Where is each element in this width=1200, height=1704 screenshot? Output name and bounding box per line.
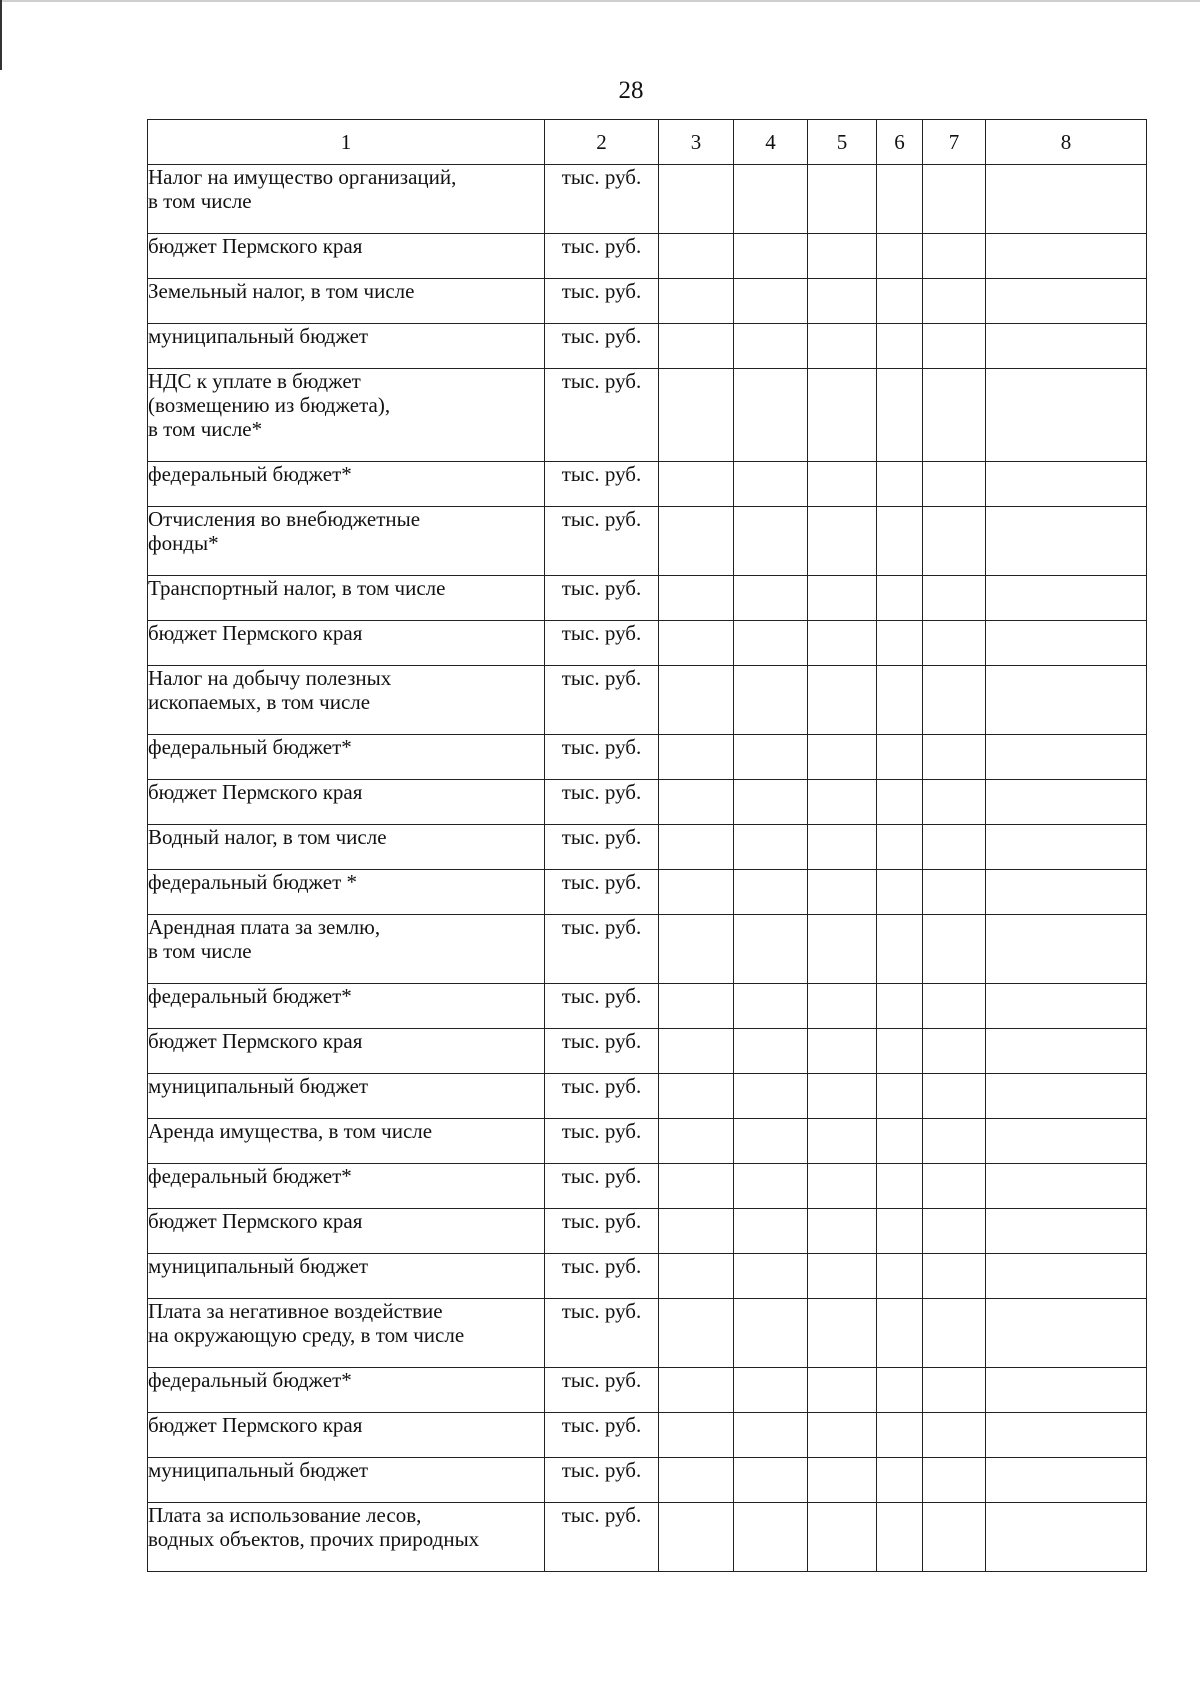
empty-value-cell-col-6 (877, 735, 923, 780)
indicator-name-cell (148, 870, 545, 915)
empty-value-cell-col-7 (923, 1503, 986, 1572)
indicator-name-line: федеральный бюджет* (148, 462, 352, 486)
empty-value-cell-col-6 (877, 780, 923, 825)
empty-value-cell-col-8 (986, 1209, 1147, 1254)
empty-value-cell-col-8 (986, 621, 1147, 666)
indicator-name-line: муниципальный бюджет (148, 1458, 369, 1482)
unit-cell: тыс. руб. (545, 621, 659, 666)
empty-value-cell-col-5 (808, 1368, 877, 1413)
table-row (148, 1254, 1147, 1299)
indicator-name-line: Аренда имущества, в том числе (148, 1119, 433, 1143)
empty-value-cell-col-3 (659, 780, 734, 825)
empty-value-cell-col-6 (877, 1164, 923, 1209)
empty-value-cell-col-8 (986, 915, 1147, 984)
indicator-name-line: муниципальный бюджет (148, 1254, 369, 1278)
empty-value-cell-col-6 (877, 1029, 923, 1074)
indicator-name-cell (148, 507, 545, 576)
table-row (148, 462, 1147, 507)
empty-value-cell-col-4 (734, 279, 808, 324)
empty-value-cell-col-6 (877, 984, 923, 1029)
indicator-name-cell (148, 984, 545, 1029)
column-header: 7 (923, 120, 986, 165)
indicator-name-line: федеральный бюджет* (148, 1368, 352, 1392)
empty-value-cell-col-3 (659, 1368, 734, 1413)
empty-value-cell-col-6 (877, 279, 923, 324)
indicator-name-line: в том числе (148, 939, 252, 963)
empty-value-cell-col-8 (986, 780, 1147, 825)
indicator-name-cell (148, 324, 545, 369)
empty-value-cell-col-8 (986, 870, 1147, 915)
empty-value-cell-col-6 (877, 1299, 923, 1368)
indicator-name-line: бюджет Пермского края (148, 1029, 363, 1053)
empty-value-cell-col-5 (808, 1029, 877, 1074)
table-row (148, 279, 1147, 324)
empty-value-cell-col-7 (923, 780, 986, 825)
column-header: 5 (808, 120, 877, 165)
empty-value-cell-col-7 (923, 666, 986, 735)
table-row (148, 1458, 1147, 1503)
empty-value-cell-col-5 (808, 780, 877, 825)
empty-value-cell-col-3 (659, 735, 734, 780)
indicator-name-line: федеральный бюджет* (148, 984, 352, 1008)
empty-value-cell-col-6 (877, 165, 923, 234)
empty-value-cell-col-4 (734, 621, 808, 666)
empty-value-cell-col-3 (659, 1164, 734, 1209)
empty-value-cell-col-6 (877, 915, 923, 984)
empty-value-cell-col-5 (808, 507, 877, 576)
empty-value-cell-col-4 (734, 1074, 808, 1119)
table-row (148, 507, 1147, 576)
indicator-name-cell (148, 369, 545, 462)
empty-value-cell-col-3 (659, 915, 734, 984)
empty-value-cell-col-6 (877, 825, 923, 870)
table-row (148, 984, 1147, 1029)
empty-value-cell-col-7 (923, 870, 986, 915)
unit-cell: тыс. руб. (545, 576, 659, 621)
indicator-name-line: Транспортный налог, в том числе (148, 576, 446, 600)
indicator-name-line: Плата за использование лесов, (148, 1503, 422, 1527)
empty-value-cell-col-5 (808, 735, 877, 780)
table-row (148, 369, 1147, 462)
indicator-name-line: Отчисления во внебюджетные (148, 507, 421, 531)
empty-value-cell-col-6 (877, 1209, 923, 1254)
empty-value-cell-col-7 (923, 165, 986, 234)
unit-cell: тыс. руб. (545, 1119, 659, 1164)
empty-value-cell-col-3 (659, 234, 734, 279)
empty-value-cell-col-4 (734, 1299, 808, 1368)
empty-value-cell-col-5 (808, 1299, 877, 1368)
empty-value-cell-col-4 (734, 1413, 808, 1458)
column-header: 6 (877, 120, 923, 165)
indicator-name-line: в том числе* (148, 417, 263, 441)
column-header: 1 (148, 120, 545, 165)
unit-cell: тыс. руб. (545, 165, 659, 234)
table-row (148, 165, 1147, 234)
empty-value-cell-col-3 (659, 666, 734, 735)
empty-value-cell-col-4 (734, 462, 808, 507)
empty-value-cell-col-6 (877, 1368, 923, 1413)
empty-value-cell-col-4 (734, 576, 808, 621)
indicator-name-cell (148, 825, 545, 870)
empty-value-cell-col-3 (659, 507, 734, 576)
empty-value-cell-col-8 (986, 507, 1147, 576)
column-header: 2 (545, 120, 659, 165)
empty-value-cell-col-7 (923, 1164, 986, 1209)
empty-value-cell-col-8 (986, 1503, 1147, 1572)
table-body (148, 165, 1147, 1572)
empty-value-cell-col-3 (659, 576, 734, 621)
indicator-name-cell (148, 462, 545, 507)
table-row (148, 1503, 1147, 1572)
empty-value-cell-col-8 (986, 324, 1147, 369)
indicator-name-cell (148, 1254, 545, 1299)
empty-value-cell-col-5 (808, 165, 877, 234)
empty-value-cell-col-8 (986, 1164, 1147, 1209)
table-row (148, 1209, 1147, 1254)
empty-value-cell-col-8 (986, 1413, 1147, 1458)
empty-value-cell-col-7 (923, 915, 986, 984)
column-header: 8 (986, 120, 1147, 165)
empty-value-cell-col-5 (808, 1209, 877, 1254)
unit-cell: тыс. руб. (545, 462, 659, 507)
empty-value-cell-col-5 (808, 324, 877, 369)
empty-value-cell-col-6 (877, 1119, 923, 1164)
empty-value-cell-col-7 (923, 984, 986, 1029)
empty-value-cell-col-4 (734, 825, 808, 870)
empty-value-cell-col-7 (923, 735, 986, 780)
empty-value-cell-col-6 (877, 324, 923, 369)
data-table (147, 119, 1147, 1572)
empty-value-cell-col-5 (808, 1413, 877, 1458)
empty-value-cell-col-7 (923, 279, 986, 324)
empty-value-cell-col-6 (877, 1503, 923, 1572)
empty-value-cell-col-8 (986, 1368, 1147, 1413)
indicator-name-cell (148, 915, 545, 984)
empty-value-cell-col-6 (877, 666, 923, 735)
empty-value-cell-col-3 (659, 1029, 734, 1074)
empty-value-cell-col-4 (734, 1368, 808, 1413)
empty-value-cell-col-8 (986, 462, 1147, 507)
empty-value-cell-col-5 (808, 576, 877, 621)
empty-value-cell-col-5 (808, 666, 877, 735)
empty-value-cell-col-6 (877, 462, 923, 507)
empty-value-cell-col-8 (986, 1074, 1147, 1119)
empty-value-cell-col-4 (734, 984, 808, 1029)
empty-value-cell-col-8 (986, 1254, 1147, 1299)
indicator-name-line: (возмещению из бюджета), (148, 393, 391, 417)
indicator-name-cell (148, 1074, 545, 1119)
indicator-name-line: Арендная плата за землю, (148, 915, 381, 939)
empty-value-cell-col-6 (877, 576, 923, 621)
unit-cell: тыс. руб. (545, 507, 659, 576)
empty-value-cell-col-5 (808, 369, 877, 462)
unit-cell: тыс. руб. (545, 1254, 659, 1299)
empty-value-cell-col-7 (923, 825, 986, 870)
table-row (148, 576, 1147, 621)
table-row (148, 1368, 1147, 1413)
indicator-name-line: Налог на добычу полезных (148, 666, 392, 690)
empty-value-cell-col-8 (986, 1029, 1147, 1074)
empty-value-cell-col-8 (986, 1119, 1147, 1164)
empty-value-cell-col-7 (923, 1254, 986, 1299)
indicator-name-cell (148, 279, 545, 324)
empty-value-cell-col-5 (808, 234, 877, 279)
empty-value-cell-col-3 (659, 984, 734, 1029)
empty-value-cell-col-8 (986, 825, 1147, 870)
table-row (148, 1413, 1147, 1458)
empty-value-cell-col-3 (659, 165, 734, 234)
empty-value-cell-col-3 (659, 1503, 734, 1572)
indicator-name-line: федеральный бюджет* (148, 1164, 352, 1188)
unit-cell: тыс. руб. (545, 324, 659, 369)
unit-cell: тыс. руб. (545, 1164, 659, 1209)
indicator-name-line: федеральный бюджет* (148, 735, 352, 759)
indicator-name-line: Водный налог, в том числе (148, 825, 387, 849)
indicator-name-line: водных объектов, прочих природных (148, 1527, 480, 1551)
empty-value-cell-col-6 (877, 621, 923, 666)
empty-value-cell-col-4 (734, 507, 808, 576)
indicator-name-line: фонды* (148, 531, 219, 555)
indicator-name-line: бюджет Пермского края (148, 1413, 363, 1437)
indicator-name-cell (148, 1299, 545, 1368)
table-row (148, 870, 1147, 915)
table-row (148, 666, 1147, 735)
scan-edge-left (0, 0, 2, 70)
empty-value-cell-col-5 (808, 279, 877, 324)
indicator-name-line: Земельный налог, в том числе (148, 279, 415, 303)
empty-value-cell-col-3 (659, 279, 734, 324)
unit-cell: тыс. руб. (545, 234, 659, 279)
unit-cell: тыс. руб. (545, 984, 659, 1029)
indicator-name-cell (148, 666, 545, 735)
empty-value-cell-col-6 (877, 507, 923, 576)
empty-value-cell-col-6 (877, 870, 923, 915)
empty-value-cell-col-4 (734, 1164, 808, 1209)
unit-cell: тыс. руб. (545, 915, 659, 984)
empty-value-cell-col-5 (808, 621, 877, 666)
empty-value-cell-col-8 (986, 1299, 1147, 1368)
empty-value-cell-col-5 (808, 870, 877, 915)
empty-value-cell-col-5 (808, 1254, 877, 1299)
empty-value-cell-col-6 (877, 369, 923, 462)
empty-value-cell-col-7 (923, 507, 986, 576)
empty-value-cell-col-7 (923, 234, 986, 279)
table-row (148, 915, 1147, 984)
empty-value-cell-col-4 (734, 666, 808, 735)
empty-value-cell-col-6 (877, 1254, 923, 1299)
indicator-name-cell (148, 780, 545, 825)
empty-value-cell-col-7 (923, 1299, 986, 1368)
empty-value-cell-col-3 (659, 1209, 734, 1254)
empty-value-cell-col-4 (734, 1209, 808, 1254)
empty-value-cell-col-6 (877, 1074, 923, 1119)
empty-value-cell-col-7 (923, 462, 986, 507)
empty-value-cell-col-7 (923, 1413, 986, 1458)
empty-value-cell-col-5 (808, 915, 877, 984)
empty-value-cell-col-7 (923, 1458, 986, 1503)
table-row (148, 1164, 1147, 1209)
unit-cell: тыс. руб. (545, 1029, 659, 1074)
indicator-name-cell (148, 1029, 545, 1074)
empty-value-cell-col-4 (734, 1119, 808, 1164)
indicator-name-cell (148, 1458, 545, 1503)
empty-value-cell-col-5 (808, 1458, 877, 1503)
empty-value-cell-col-3 (659, 870, 734, 915)
empty-value-cell-col-7 (923, 1209, 986, 1254)
empty-value-cell-col-6 (877, 1413, 923, 1458)
indicator-name-cell (148, 1368, 545, 1413)
unit-cell: тыс. руб. (545, 1413, 659, 1458)
empty-value-cell-col-5 (808, 1074, 877, 1119)
empty-value-cell-col-8 (986, 735, 1147, 780)
table-row (148, 1029, 1147, 1074)
empty-value-cell-col-3 (659, 621, 734, 666)
empty-value-cell-col-7 (923, 324, 986, 369)
page-number: 28 (618, 77, 644, 104)
empty-value-cell-col-8 (986, 576, 1147, 621)
empty-value-cell-col-8 (986, 279, 1147, 324)
table-row (148, 780, 1147, 825)
unit-cell: тыс. руб. (545, 780, 659, 825)
indicator-name-line: бюджет Пермского края (148, 1209, 363, 1233)
unit-cell: тыс. руб. (545, 825, 659, 870)
empty-value-cell-col-3 (659, 825, 734, 870)
indicator-name-line: муниципальный бюджет (148, 1074, 369, 1098)
indicator-name-cell (148, 735, 545, 780)
indicator-name-cell (148, 1164, 545, 1209)
empty-value-cell-col-5 (808, 825, 877, 870)
indicator-name-cell (148, 1413, 545, 1458)
unit-cell: тыс. руб. (545, 1299, 659, 1368)
table-row (148, 324, 1147, 369)
indicator-name-cell (148, 1209, 545, 1254)
empty-value-cell-col-4 (734, 1458, 808, 1503)
empty-value-cell-col-5 (808, 1119, 877, 1164)
unit-cell: тыс. руб. (545, 1074, 659, 1119)
indicator-name-cell (148, 165, 545, 234)
column-header: 3 (659, 120, 734, 165)
column-header: 4 (734, 120, 808, 165)
empty-value-cell-col-5 (808, 1503, 877, 1572)
indicator-name-line: Налог на имущество организаций, (148, 165, 457, 189)
indicator-name-line: НДС к уплате в бюджет (148, 369, 361, 393)
empty-value-cell-col-4 (734, 735, 808, 780)
scan-edge-top (0, 0, 1200, 2)
indicator-name-cell (148, 576, 545, 621)
table-row (148, 621, 1147, 666)
indicator-name-line: федеральный бюджет * (148, 870, 358, 894)
empty-value-cell-col-3 (659, 1119, 734, 1164)
indicator-name-line: бюджет Пермского края (148, 780, 363, 804)
indicator-name-line: бюджет Пермского края (148, 234, 363, 258)
indicator-name-line: в том числе (148, 189, 252, 213)
table-row (148, 825, 1147, 870)
table-row (148, 234, 1147, 279)
empty-value-cell-col-8 (986, 165, 1147, 234)
unit-cell: тыс. руб. (545, 735, 659, 780)
unit-cell: тыс. руб. (545, 369, 659, 462)
indicator-name-line: бюджет Пермского края (148, 621, 363, 645)
table-row (148, 735, 1147, 780)
indicator-name-line: ископаемых, в том числе (148, 690, 371, 714)
empty-value-cell-col-7 (923, 1029, 986, 1074)
unit-cell: тыс. руб. (545, 279, 659, 324)
empty-value-cell-col-5 (808, 462, 877, 507)
empty-value-cell-col-4 (734, 165, 808, 234)
empty-value-cell-col-4 (734, 780, 808, 825)
table-row (148, 1074, 1147, 1119)
empty-value-cell-col-7 (923, 621, 986, 666)
header-row (148, 120, 1147, 165)
empty-value-cell-col-4 (734, 1029, 808, 1074)
empty-value-cell-col-3 (659, 324, 734, 369)
unit-cell: тыс. руб. (545, 1503, 659, 1572)
empty-value-cell-col-3 (659, 1458, 734, 1503)
empty-value-cell-col-4 (734, 915, 808, 984)
unit-cell: тыс. руб. (545, 1458, 659, 1503)
unit-cell: тыс. руб. (545, 870, 659, 915)
empty-value-cell-col-4 (734, 234, 808, 279)
empty-value-cell-col-8 (986, 666, 1147, 735)
unit-cell: тыс. руб. (545, 1368, 659, 1413)
empty-value-cell-col-3 (659, 1299, 734, 1368)
empty-value-cell-col-7 (923, 369, 986, 462)
empty-value-cell-col-7 (923, 1074, 986, 1119)
indicator-name-cell (148, 621, 545, 666)
empty-value-cell-col-7 (923, 1368, 986, 1413)
unit-cell: тыс. руб. (545, 1209, 659, 1254)
empty-value-cell-col-4 (734, 1254, 808, 1299)
empty-value-cell-col-4 (734, 369, 808, 462)
empty-value-cell-col-7 (923, 1119, 986, 1164)
empty-value-cell-col-3 (659, 369, 734, 462)
indicator-name-line: Плата за негативное воздействие (148, 1299, 443, 1323)
empty-value-cell-col-3 (659, 462, 734, 507)
table-row (148, 1299, 1147, 1368)
empty-value-cell-col-3 (659, 1413, 734, 1458)
empty-value-cell-col-6 (877, 1458, 923, 1503)
empty-value-cell-col-7 (923, 576, 986, 621)
empty-value-cell-col-3 (659, 1074, 734, 1119)
empty-value-cell-col-5 (808, 1164, 877, 1209)
empty-value-cell-col-5 (808, 984, 877, 1029)
empty-value-cell-col-8 (986, 369, 1147, 462)
indicator-name-cell (148, 1119, 545, 1164)
indicator-name-line: на окружающую среду, в том числе (148, 1323, 465, 1347)
empty-value-cell-col-4 (734, 1503, 808, 1572)
empty-value-cell-col-4 (734, 870, 808, 915)
table-row (148, 1119, 1147, 1164)
empty-value-cell-col-8 (986, 984, 1147, 1029)
indicator-name-line: муниципальный бюджет (148, 324, 369, 348)
empty-value-cell-col-3 (659, 1254, 734, 1299)
empty-value-cell-col-8 (986, 1458, 1147, 1503)
indicator-name-cell (148, 234, 545, 279)
unit-cell: тыс. руб. (545, 666, 659, 735)
indicator-name-cell (148, 1503, 545, 1572)
empty-value-cell-col-6 (877, 234, 923, 279)
empty-value-cell-col-4 (734, 324, 808, 369)
empty-value-cell-col-8 (986, 234, 1147, 279)
